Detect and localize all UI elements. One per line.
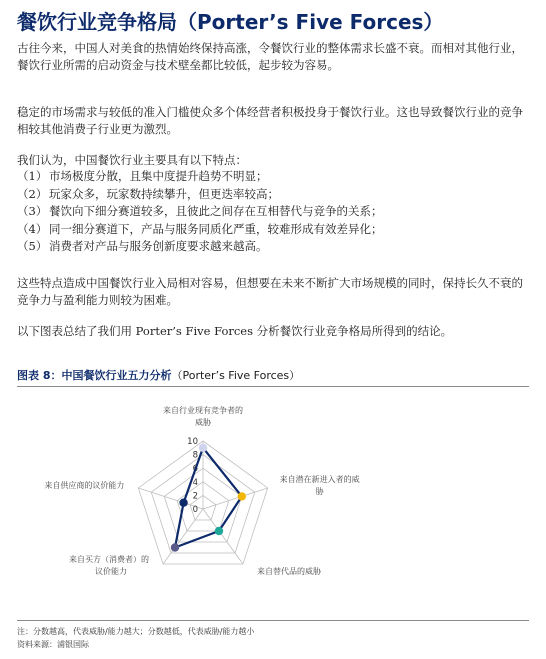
radar-point: [179, 498, 187, 506]
radar-category-label: [280, 474, 360, 496]
radar-category-label-line: 来自行业现有竞争者的: [163, 406, 243, 415]
figure-bottom-rule: [17, 620, 529, 621]
feature-number: （1）: [17, 169, 48, 183]
feature-number: （4）: [17, 221, 48, 236]
feature-text: 餐饮向下细分赛道较多，且彼此之间存在互相替代与竞争的关系；: [49, 204, 383, 218]
footnote-source: 资料来源：浦银国际: [17, 640, 89, 649]
paragraph-intro: 古往今来，中国人对美食的热情始终保持高涨，令餐饮行业的整体需求长盛不衰。而相对其他行业，餐饮行业所需的启动资金与技术壁垒都比较低，起步较为容易。: [17, 41, 523, 72]
radar-category-label-line: 议价能力: [95, 567, 128, 577]
feature-text: 同一细分赛道下，产品与服务同质化严重，较难形成有效差异化；: [49, 221, 383, 236]
radar-category-label-line: 来自替代品的威胁: [256, 567, 321, 577]
feature-item: [17, 203, 537, 221]
feature-item: [17, 168, 537, 186]
radar-category-label: [257, 566, 322, 576]
radar-series: [171, 444, 246, 552]
radar-category-label-line: 胁: [315, 486, 324, 496]
radar-tick-label: 0: [192, 505, 198, 515]
radar-tick-label: 6: [192, 464, 198, 475]
feature-number: （3）: [17, 204, 48, 218]
radar-category-label-line: 来自供应商的议价能力: [44, 480, 125, 490]
radar-tick-label: 8: [192, 450, 198, 461]
radar-point: [215, 527, 223, 535]
radar-point: [199, 444, 207, 452]
figure-top-rule: [17, 386, 529, 387]
figure-sublabel: （Porter’s Five Forces）: [171, 369, 301, 382]
feature-list: [17, 168, 537, 256]
feature-text: 玩家众多，玩家数持续攀升，但更迭率较高；: [49, 186, 279, 201]
radar-category-label-line: 来自潜在新进入者的威: [279, 474, 360, 484]
radar-series-line: [175, 448, 242, 548]
radar-spoke: [203, 509, 243, 564]
radar-category-label: [163, 405, 243, 427]
footnote-note: 注：分数越高，代表威胁/能力越大；分数越低，代表威胁/能力越小: [17, 627, 255, 636]
radar-category-label-line: 威胁: [195, 418, 211, 427]
radar-tick-label: 10: [187, 437, 198, 447]
radar-point: [238, 492, 246, 500]
feature-item: [17, 186, 537, 204]
feature-text: 市场极度分散，且集中度提升趋势不明显；: [49, 169, 268, 183]
feature-text: 消费者对产品与服务创新度要求越来越高。: [49, 239, 268, 253]
feature-item: [17, 238, 537, 256]
radar-category-label: [69, 554, 149, 576]
paragraph-chart-intro: 以下图表总结了我们用 Porter’s Five Forces 分析餐饮行业竞争格局所得到的结论。: [17, 324, 453, 338]
radar-spoke: [163, 509, 203, 564]
radar-category-labels: [44, 405, 359, 576]
feature-number: （2）: [17, 186, 48, 201]
radar-tick-label: 4: [192, 477, 198, 488]
radar-category-label: [44, 480, 124, 490]
radar-chart: [17, 388, 529, 618]
figure-label: 图表 8：中国餐饮行业五力分析: [17, 369, 172, 382]
radar-tick-label: 2: [192, 491, 198, 502]
paragraph-features-intro: 我们认为，中国餐饮行业主要具有以下特点：: [17, 153, 247, 167]
paragraph-conclusion: 这些特点造成中国餐饮行业入局相对容易，但想要在未来不断扩大市场规模的同时，保持长久不衰的竞争力与盈利能力则较为困难。: [17, 276, 523, 307]
radar-category-label-line: 来自买方（消费者）的: [69, 555, 150, 565]
feature-item: [17, 221, 537, 239]
radar-grid: [138, 441, 267, 564]
feature-number: （5）: [17, 239, 48, 253]
figure-caption: [17, 367, 300, 383]
paragraph-competition: 稳定的市场需求与较低的准入门槛使众多个体经营者积极投身于餐饮行业。这也导致餐饮行业的竞争相较其他消费子行业更为激烈。: [17, 105, 523, 136]
section-heading: 餐饮行业竞争格局（Porter’s Five Forces）: [17, 10, 444, 34]
radar-point: [171, 543, 179, 551]
